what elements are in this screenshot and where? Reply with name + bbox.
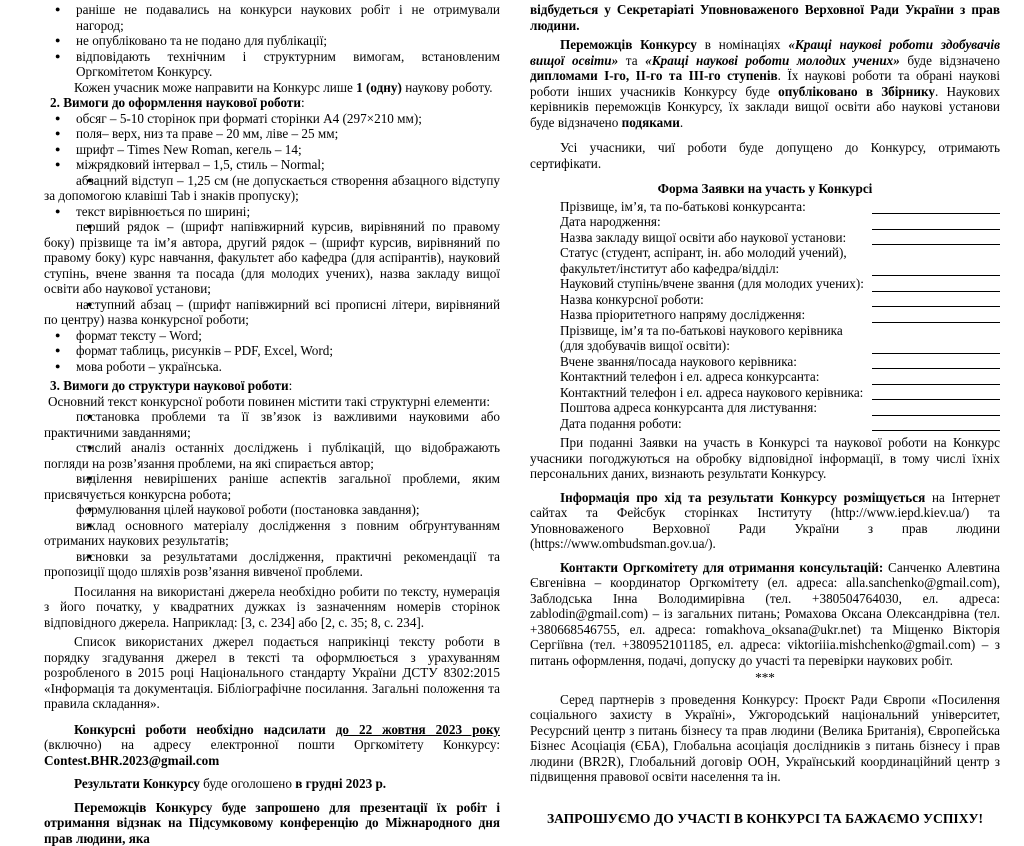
form-field-label: Контактний телефон і ел. адреса конкурсанта:	[560, 369, 872, 385]
list-item: ● формат таблиць, рисунків – PDF, Excel, Word;	[44, 343, 500, 359]
form-row	[530, 323, 1000, 354]
form-row	[530, 400, 1000, 416]
form-field-label: Дата подання роботи:	[560, 416, 872, 432]
consent-paragraph: При поданні Заявки на участь в Конкурсі та наукової роботи на Конкурс учасники погоджуються на обробку відповідної інформації, в тому числі їхніх персональних даних, визнають результати Конкурсу.	[530, 435, 1000, 482]
winners-invitation: Переможців Конкурсу буде запрошено для презентації їх робіт і отримання відзнак на Підсумковому конференцію до Міжнародного дня прав людини, яка	[44, 800, 500, 846]
form-row	[530, 276, 1000, 292]
list-item: ● формат тексту – Word;	[44, 328, 500, 344]
form-field-blank	[872, 341, 1000, 354]
form-row	[530, 385, 1000, 401]
form-field-label: Контактний телефон і ел. адреса наукового керівника:	[560, 385, 872, 401]
form-field-label: Прізвище, ім’я та по-батькові наукового керівника (для здобувачів вищої освіти):	[560, 323, 872, 354]
form-field-label: Назва конкурсної роботи:	[560, 292, 872, 308]
list-item: ● наступний абзац – (шрифт напівжирний всі прописні літери, вирівняний по центру) назва конкурсної роботи;	[44, 297, 500, 328]
list-item: ● висновки за результатами дослідження, практичні рекомендації та пропозиції щодо шляхів розв’язання вивченої проблеми.	[44, 549, 500, 580]
list-item: ● шрифт – Times New Roman, кегель – 14;	[44, 142, 500, 158]
list-item: ● абзацний відступ – 1,25 см (не допускається створення абзацного відступу за допомогою клавіші Tab і знаків пропуску);	[44, 173, 500, 204]
form-row	[530, 307, 1000, 323]
section-heading-formatting: 2. Вимоги до оформлення наукової роботи:	[44, 95, 500, 111]
list-item: ● формулювання цілей наукової роботи (постановка завдання);	[44, 502, 500, 518]
form-field-label: Статус (студент, аспірант, ін. або молодий учений), факультет/інститут або кафедра/відділ:	[560, 245, 872, 276]
application-form	[530, 199, 1000, 432]
form-field-label: Дата народження:	[560, 214, 872, 230]
form-field-blank	[872, 403, 1000, 416]
list-item: ● обсяг – 5-10 сторінок при форматі сторінки А4 (297×210 мм);	[44, 111, 500, 127]
form-field-label: Назва закладу вищої освіти або наукової установи:	[560, 230, 872, 246]
structure-intro: Основний текст конкурсної роботи повинен містити такі структурні елементи:	[44, 394, 500, 410]
form-field-blank	[872, 387, 1000, 400]
section-heading-structure: 3. Вимоги до структури наукової роботи:	[44, 378, 500, 394]
list-item: ● відповідають технічним і структурним вимогам, встановленим Оргкомітетом Конкурсу.	[44, 49, 500, 80]
contacts-paragraph: Контакти Оргкомітету для отримання консультацій: Санченко Алевтина Євгенівна – координатор Оргкомітету (ел. адреса: alla.sanchenko@gmail.com), Заблодська Інна Володимирівна (тел. +380504764030, ел. адреса: zablodin@gmail.com) – із загальних питань; Ромахова Оксана Олександрівна (тел. +380668546755, ел. адреса: romakhova_oksana@ukr.net) та Міщенко Вікторія Сергіївна (тел. +380952101185, ел. адреса: viktoriiia.mishchenko@gmail.com) – з питань оформлення, подачі, допуску до участі та перевірки наукових робіт.	[530, 560, 1000, 669]
structure-list	[44, 409, 500, 580]
form-field-blank	[872, 279, 1000, 292]
list-item: ● текст вирівнюється по ширині;	[44, 204, 500, 220]
info-paragraph: Інформація про хід та результати Конкурсу розміщується на Інтернет сайтах та Фейсбук сторінках Інституту (http://www.iepd.kiev.ua/) та Уповноваженого Верховної Ради України з прав людини (https://www.ombudsman.gov.ua/).	[530, 490, 1000, 552]
form-field-blank	[872, 232, 1000, 245]
form-field-label: Назва пріоритетного напряму дослідження:	[560, 307, 872, 323]
list-item: ● раніше не подавались на конкурси наукових робіт і не отримували нагород;	[44, 2, 500, 33]
form-row	[530, 416, 1000, 432]
form-row	[530, 369, 1000, 385]
references-paragraph: Посилання на використані джерела необхідно робити по тексту, нумерація з його початку, у квадратних дужках із зазначенням номерів сторінок відповідного джерела. Наприклад: [3, с. 234] або [2, с. 35; 8, с. 234].	[44, 584, 500, 631]
form-row	[530, 199, 1000, 215]
form-field-blank	[872, 418, 1000, 431]
winners-continuation: відбудеться у Секретаріаті Уповноваженого Верховної Ради України з прав людини.	[530, 2, 1000, 33]
list-item: ● виділення невирішених раніше аспектів загальної проблеми, яким присвячується конкурсна робота;	[44, 471, 500, 502]
partners-paragraph: Серед партнерів з проведення Конкурсу: Проєкт Ради Європи «Посилення соціального захисту в Україні», Ужгородський національний університет, Ресурсний центр з питань бізнесу та прав людини (Велика Британія), Європейська Бізнес Асоціація (ЄБА), Глобальна асоціація дослідників з питань бізнесу і прав людини (BR2R), Глобальний договір ООН, Український координаційний центр з підвищення правової освіти населення та ін.	[530, 692, 1000, 785]
form-field-label: Науковий ступінь/вчене звання (для молодих учених):	[560, 276, 872, 292]
right-column	[530, 2, 1000, 826]
form-field-blank	[872, 263, 1000, 276]
form-field-blank	[872, 201, 1000, 214]
bibliography-paragraph: Список використаних джерел подається наприкінці тексту роботи в порядку згадування джерел в тексті та оформлюється з урахуванням розробленого в 2015 році Національного стандарту України ДСТУ 8302:2015 «Інформація та документація. Бібліографічне посилання. Загальні положення та правила складання».	[44, 634, 500, 712]
list-item: ● міжрядковий інтервал – 1,5, стиль – Normal;	[44, 157, 500, 173]
form-row	[530, 292, 1000, 308]
left-column	[44, 2, 500, 846]
formatting-list	[44, 111, 500, 375]
list-item: ● перший рядок – (шрифт напівжирний курсив, вирівняний по правому боку) прізвище та ім’я автора, другий рядок – (шрифт курсив, вирівняний по правому боку) курс навчання, факультет або кафедра (для аспірантів), науковий ступінь, вчене звання та посада (для молодих учених), назва закладу вищої освіти або наукової установи;	[44, 219, 500, 297]
form-field-blank	[872, 310, 1000, 323]
form-field-blank	[872, 356, 1000, 369]
form-field-blank	[872, 217, 1000, 230]
awards-paragraph: Переможців Конкурсу в номінаціях «Кращі наукові роботи здобувачів вищої освіти» та «Кращі наукові роботи молодих учених» буде відзначено дипломами І-го, ІІ-го та ІІІ-го ступенів. Їх наукові роботи та обрані наукові роботи інших учасників Конкурсу буде опубліковано в Збірнику. Наукових керівників переможців Конкурсу, їх заклади вищої освіти або наукові установи буде відзначено подяками.	[530, 37, 1000, 130]
form-field-label: Поштова адреса конкурсанта для листування:	[560, 400, 872, 416]
list-item: ● мова роботи – українська.	[44, 359, 500, 375]
list-item: ● не опубліковано та не подано для публікації;	[44, 33, 500, 49]
separator-stars: ***	[530, 670, 1000, 686]
results-announcement: Результати Конкурсу буде оголошено в грудні 2023 р.	[44, 776, 500, 792]
closing-slogan: ЗАПРОШУЄМО ДО УЧАСТІ В КОНКУРСІ ТА БАЖАЄМО УСПІХУ!	[530, 811, 1000, 827]
application-form-title: Форма Заявки на участь у Конкурсі	[530, 181, 1000, 197]
form-field-label: Прізвище, ім’я, та по-батькові конкурсанта:	[560, 199, 872, 215]
form-field-label: Вчене звання/посада наукового керівника:	[560, 354, 872, 370]
one-work-note: Кожен учасник може направити на Конкурс лише 1 (одну) наукову роботу.	[44, 80, 500, 96]
list-item: ● виклад основного матеріалу дослідження з повним обґрунтуванням отриманих наукових результатів;	[44, 518, 500, 549]
certificate-note: Усі учасники, чиї роботи буде допущено до Конкурсу, отримають сертифікати.	[530, 140, 1000, 171]
list-item: ● стислий аналіз останніх досліджень і публікацій, що відображають погляди на розв’язання проблеми, на які спирається автор;	[44, 440, 500, 471]
form-row	[530, 354, 1000, 370]
form-row	[530, 245, 1000, 276]
form-row	[530, 214, 1000, 230]
list-item: ● поля– верх, низ та праве – 20 мм, ліве – 25 мм;	[44, 126, 500, 142]
list-item: ● постановка проблеми та її зв’язок із важливими науковими або практичними завданнями;	[44, 409, 500, 440]
submission-deadline: Конкурсні роботи необхідно надсилати до 22 жовтня 2023 року (включно) на адресу електронної пошти Оргкомітету Конкурсу: Contest.BHR.2023@gmail.com	[44, 722, 500, 769]
form-field-blank	[872, 294, 1000, 307]
form-row	[530, 230, 1000, 246]
form-field-blank	[872, 372, 1000, 385]
